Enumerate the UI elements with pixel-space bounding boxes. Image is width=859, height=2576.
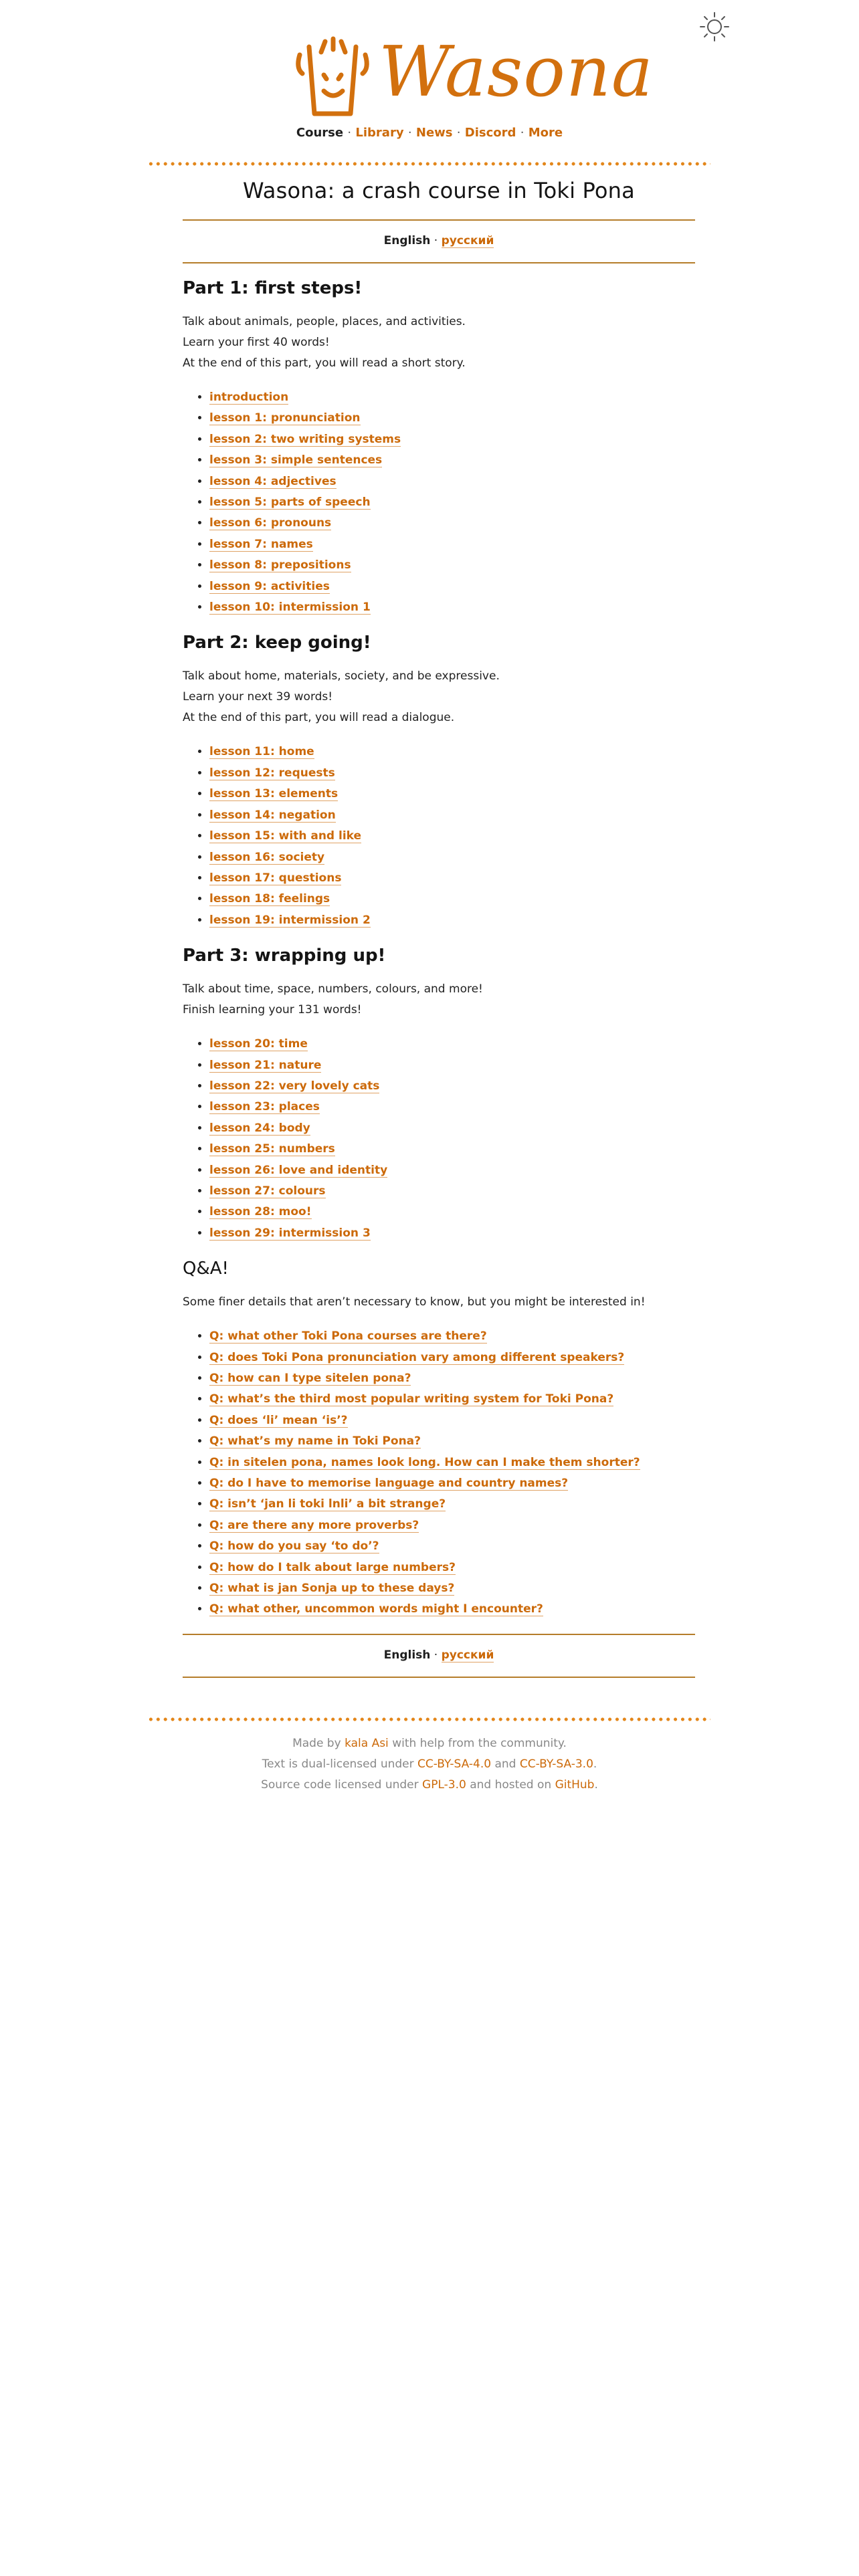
list-item [209,408,695,429]
qa-link[interactable]: Q: in sitelen pona, names look long. How can I make them shorter? [209,1455,640,1469]
top-nav [0,126,859,140]
footer-text: Source code licensed under [261,1778,419,1792]
footer-credits [0,1733,859,1754]
list-item [209,1326,695,1347]
footer-text: . [593,1757,597,1771]
nav-separator: · [407,126,412,140]
page-title: Wasona: a crash course in Toki Pona [243,178,635,203]
language-switcher-top [183,221,695,262]
list-item [209,1181,695,1202]
description-line: Learn your next 39 words! [183,690,333,704]
language-separator: · [434,234,438,247]
list-item [209,450,695,471]
lesson-link[interactable]: lesson 9: activities [209,579,330,593]
language-current: English [383,1648,431,1662]
list-item [209,889,695,909]
language-current: English [383,234,431,247]
list-item [209,513,695,534]
list-item [209,555,695,576]
list-item [209,1558,695,1578]
list-item [209,1202,695,1222]
list-item [209,1410,695,1431]
lesson-link[interactable]: lesson 28: moo! [209,1205,312,1219]
qa-link[interactable]: Q: how can I type sitelen pona? [209,1372,411,1385]
list-item [209,763,695,784]
dotted-divider-bottom [147,1717,710,1721]
lesson-link[interactable]: lesson 11: home [209,745,314,759]
description-line: At the end of this part, you will read a dialogue. [183,711,455,725]
list-item [209,429,695,450]
list-item [209,868,695,889]
lesson-link[interactable]: lesson 3: simple sentences [209,453,383,467]
list-item [209,1055,695,1076]
list-item [209,1431,695,1452]
lesson-link[interactable]: lesson 13: elements [209,787,339,801]
list-item [209,826,695,847]
list-item [209,534,695,555]
license-cc-by-sa-4-link[interactable]: CC-BY-SA-4.0 [417,1757,492,1771]
lesson-link[interactable]: lesson 21: nature [209,1058,322,1072]
qa-heading: Q&A! [183,1259,229,1279]
lesson-link[interactable]: lesson 8: prepositions [209,558,351,572]
list-item [209,910,695,931]
nav-news[interactable]: News [415,126,453,140]
nav-library[interactable]: Library [355,126,404,140]
part-2-lesson-list [183,742,695,931]
nav-separator: · [520,126,524,140]
description-line: Talk about animals, people, places, and activities. [183,315,466,328]
part-1-heading: Part 1: first steps! [183,278,363,298]
qa-list [183,1326,695,1620]
nav-separator: · [456,126,461,140]
nav-more[interactable]: More [528,126,563,140]
qa-link[interactable]: Q: what is jan Sonja up to these days? [209,1582,455,1596]
list-item [209,1578,695,1599]
list-item [209,1139,695,1160]
part-2-heading: Part 2: keep going! [183,633,371,653]
lesson-link[interactable]: lesson 6: pronouns [209,516,332,530]
footer-text: . [594,1778,598,1792]
description-line: Talk about time, space, numbers, colours, and more! [183,982,483,996]
part-1-description [183,312,695,374]
github-link[interactable]: GitHub [555,1778,595,1792]
list-item [209,1515,695,1536]
part-3-lesson-list [183,1034,695,1244]
language-russian-link[interactable]: русский [441,1648,494,1662]
lesson-link[interactable]: lesson 10: intermission 1 [209,601,371,615]
footer-license [0,1754,859,1775]
site-logo-text[interactable]: Wasona [379,31,654,112]
lesson-link[interactable]: lesson 23: places [209,1100,320,1114]
main-content [183,163,695,1678]
part-2-description [183,666,695,728]
lesson-link[interactable]: lesson 2: two writing systems [209,432,401,446]
qa-link[interactable]: Q: what’s the third most popular writing system for Toki Pona? [209,1392,614,1406]
footer-text: Made by [292,1737,341,1750]
list-item [209,1034,695,1055]
list-item [209,805,695,826]
qa-link[interactable]: Q: what other, uncommon words might I encounter? [209,1602,543,1616]
lesson-link[interactable]: lesson 7: names [209,537,313,551]
footer-source [0,1775,859,1796]
lesson-link[interactable]: lesson 4: adjectives [209,474,337,488]
qa-link[interactable]: Q: what other Toki Pona courses are there? [209,1329,487,1344]
list-item [209,576,695,597]
description-line: Talk about home, materials, society, and be expressive. [183,669,500,683]
footer-text: and hosted on [470,1778,552,1792]
lesson-link[interactable]: lesson 20: time [209,1037,308,1051]
nav-discord[interactable]: Discord [464,126,516,140]
author-link[interactable]: kala Asi [345,1737,389,1750]
lesson-link[interactable]: lesson 25: numbers [209,1142,335,1156]
list-item [209,1368,695,1389]
list-item [209,1599,695,1620]
language-switcher-bottom [183,1635,695,1677]
qa-link[interactable]: Q: how do I talk about large numbers? [209,1560,456,1574]
qa-link[interactable]: Q: what’s my name in Toki Pona? [209,1434,421,1448]
footer-text: with help from the community. [392,1737,567,1750]
list-item [209,597,695,618]
nav-course: Course [296,126,344,140]
lesson-link[interactable]: lesson 26: love and identity [209,1163,388,1177]
language-separator: · [434,1648,438,1662]
description-line: Learn your first 40 words! [183,336,330,349]
list-item [209,1097,695,1117]
lesson-link[interactable]: lesson 18: feelings [209,892,330,906]
lesson-link[interactable]: lesson 12: requests [209,766,335,780]
lesson-link[interactable]: lesson 27: colours [209,1184,326,1198]
list-item [209,742,695,762]
qa-link[interactable]: Q: do I have to memorise language and country names? [209,1477,569,1491]
lesson-link[interactable]: lesson 17: questions [209,871,342,885]
footer [0,1733,859,1796]
list-item [209,1494,695,1515]
qa-link[interactable]: Q: are there any more proverbs? [209,1518,419,1532]
list-item [209,492,695,513]
nav-separator: · [347,126,352,140]
list-item [209,1160,695,1181]
lesson-link[interactable]: lesson 19: intermission 2 [209,913,371,927]
list-item [209,847,695,868]
description-line: Some finer details that aren’t necessary to know, but you might be interested in! [183,1295,646,1309]
qa-link[interactable]: Q: how do you say ‘to do’? [209,1539,379,1553]
lesson-link[interactable]: lesson 15: with and like [209,829,362,843]
language-russian-link[interactable]: русский [441,234,494,247]
qa-link[interactable]: Q: does ‘li’ mean ‘is’? [209,1413,348,1427]
license-cc-by-sa-3-link[interactable]: CC-BY-SA-3.0 [519,1757,593,1771]
list-item [209,1453,695,1473]
qa-link[interactable]: Q: isn’t ‘jan li toki lnli’ a bit strange? [209,1497,446,1511]
lesson-link[interactable]: lesson 1: pronunciation [209,411,361,425]
list-item [209,784,695,804]
qa-link[interactable]: Q: does Toki Pona pronunciation vary among different speakers? [209,1350,625,1364]
qa-description [183,1292,695,1313]
list-item [209,1348,695,1368]
part-1-lesson-list [183,387,695,618]
sun-icon[interactable] [697,9,732,44]
list-item [209,387,695,408]
list-item [209,1536,695,1557]
lesson-link[interactable]: lesson 14: negation [209,808,336,822]
license-gpl-link[interactable]: GPL-3.0 [422,1778,466,1792]
lesson-link[interactable]: introduction [209,391,289,404]
description-line: Finish learning your 131 words! [183,1003,362,1017]
lesson-link[interactable]: lesson 5: parts of speech [209,496,371,510]
divider [183,262,695,263]
lesson-link[interactable]: lesson 16: society [209,850,325,864]
part-3-heading: Part 3: wrapping up! [183,946,386,966]
list-item [209,1389,695,1410]
list-item [209,1223,695,1244]
divider [183,1677,695,1678]
footer-text: Text is dual-licensed under [262,1757,414,1771]
list-item [209,1118,695,1139]
footer-text: and [494,1757,516,1771]
lesson-link[interactable]: lesson 29: intermission 3 [209,1226,371,1240]
description-line: At the end of this part, you will read a short story. [183,356,466,370]
lesson-link[interactable]: lesson 22: very lovely cats [209,1079,380,1093]
list-item [209,1076,695,1097]
part-3-description [183,979,695,1021]
list-item [209,1473,695,1494]
lesson-link[interactable]: lesson 24: body [209,1121,310,1135]
list-item [209,471,695,492]
